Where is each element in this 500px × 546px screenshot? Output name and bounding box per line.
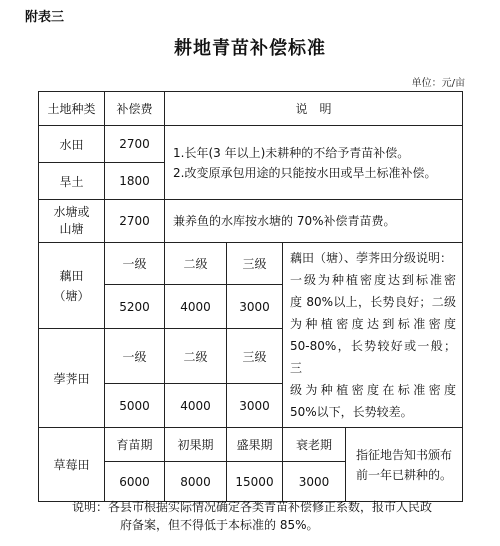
- strawberry-note: [346, 428, 463, 502]
- lotus-grade-1: 一级: [105, 243, 165, 285]
- chestnut-grade-1: 一级: [105, 329, 165, 384]
- unit-label: 单位：元/亩: [411, 78, 465, 89]
- fee-dry: 1800: [105, 163, 165, 200]
- land-type-lotus: [39, 243, 105, 329]
- grade-note-line: 藕田（塘）、荸荠田分级说明：: [290, 251, 453, 265]
- lotus-grade-2: 二级: [165, 243, 227, 285]
- attachment-label: 附表三: [25, 10, 65, 25]
- footer-line: 府备案，但不得低于本标准的 85%。: [120, 518, 319, 532]
- table-row: [39, 428, 463, 462]
- chestnut-fee-3: 3000: [227, 384, 283, 428]
- grade-note: [283, 243, 463, 428]
- header-land-type: 土地种类: [39, 92, 105, 126]
- strawberry-fee-3: 15000: [227, 462, 283, 502]
- footer-line: 说明：各县市根据实际情况确定各类青苗补偿修正系数，报市人民政: [72, 500, 433, 514]
- header-fee: 补偿费: [105, 92, 165, 126]
- note-line: 2.改变原承包用途的只能按水田或旱土标准补偿。: [173, 165, 437, 180]
- compensation-table: [38, 91, 463, 502]
- strawberry-stage-3: 盛果期: [227, 428, 283, 462]
- grade-note-line: 50-80%，长势较好或一般；三: [290, 339, 457, 375]
- fee-pond: 2700: [105, 200, 165, 243]
- chestnut-grade-3: 三级: [227, 329, 283, 384]
- page-title: 耕地青苗补偿标准: [174, 38, 326, 59]
- lotus-label-line: （塘）: [53, 288, 90, 303]
- table-row: [39, 126, 463, 163]
- lotus-fee-1: 5200: [105, 285, 165, 329]
- land-type-paddy: 水田: [39, 126, 105, 163]
- chestnut-fee-2: 4000: [165, 384, 227, 428]
- strawberry-stage-2: 初果期: [165, 428, 227, 462]
- grade-note-line: 50%以下，长势较差。: [290, 405, 413, 419]
- strawberry-note-line: 指征地告知书颁布: [356, 447, 453, 462]
- table-row: [39, 200, 463, 243]
- pond-label-line: 山塘: [59, 222, 84, 236]
- note-paddy-dry: [165, 126, 463, 200]
- lotus-fee-2: 4000: [165, 285, 227, 329]
- strawberry-fee-2: 8000: [165, 462, 227, 502]
- strawberry-stage-4: 衰老期: [283, 428, 346, 462]
- land-type-strawberry: 草莓田: [39, 428, 105, 502]
- grade-note-line: 度 80%以上，长势良好；二级: [290, 295, 457, 309]
- lotus-grade-3: 三级: [227, 243, 283, 285]
- header-description: 说 明: [165, 92, 463, 126]
- chestnut-grade-2: 二级: [165, 329, 227, 384]
- footer-note: [72, 498, 472, 534]
- note-pond: 兼养鱼的水库按水塘的 70%补偿青苗费。: [165, 200, 463, 243]
- strawberry-fee-1: 6000: [105, 462, 165, 502]
- lotus-label-line: 藕田: [59, 268, 84, 283]
- grade-note-line: 级为种植密度在标准密度: [290, 383, 457, 397]
- strawberry-stage-1: 育苗期: [105, 428, 165, 462]
- grade-note-line: 为种植密度达到标准密度: [290, 317, 457, 331]
- strawberry-fee-4: 3000: [283, 462, 346, 502]
- land-type-water-chestnut: 荸荠田: [39, 329, 105, 428]
- fee-paddy: 2700: [105, 126, 165, 163]
- pond-label-line: 水塘或: [53, 205, 90, 219]
- land-type-dry: 旱土: [39, 163, 105, 200]
- grade-note-line: 一级为种植密度达到标准密: [290, 273, 457, 287]
- header-row: [39, 92, 463, 126]
- lotus-fee-3: 3000: [227, 285, 283, 329]
- note-line: 1.长年(3 年以上)未耕种的不给予青苗补偿。: [173, 145, 410, 160]
- table-row: [39, 243, 463, 285]
- chestnut-fee-1: 5000: [105, 384, 165, 428]
- strawberry-note-line: 前一年已耕种的。: [356, 467, 453, 482]
- land-type-pond: [39, 200, 105, 243]
